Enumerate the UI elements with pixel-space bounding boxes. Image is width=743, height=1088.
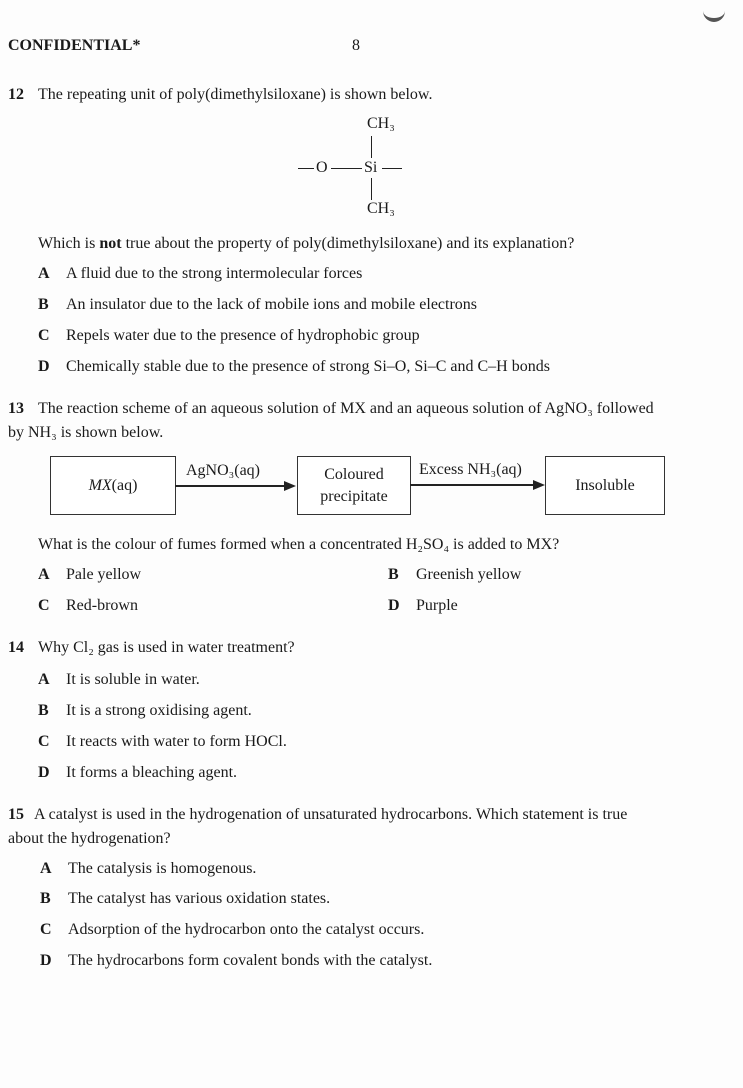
q14-option-c[interactable]: C It reacts with water to form HOCl. bbox=[38, 733, 287, 750]
q14-stem: Why Cl₂ gas is used in water treatment? bbox=[38, 639, 295, 656]
box-mx: MX(aq) bbox=[50, 456, 176, 515]
q12-option-b[interactable]: B An insulator due to the lack of mobile ions and mobile electrons bbox=[38, 296, 478, 313]
q12-stem: The repeating unit of poly(dimethylsiloxane) is shown below. bbox=[38, 86, 433, 103]
q13-stem-line1: The reaction scheme of an aqueous solution of MX and an aqueous solution of AgNO₃ followed bbox=[38, 400, 654, 417]
arrow1-head bbox=[284, 481, 296, 491]
q13-stem-line2: by NH₃ is shown below. bbox=[8, 424, 164, 441]
q12-option-c[interactable]: C Repels water due to the presence of hydrophobic group bbox=[38, 327, 420, 344]
silicon-atom: Si bbox=[364, 159, 378, 176]
q14-option-b[interactable]: B It is a strong oxidising agent. bbox=[38, 702, 252, 719]
q15-stem-line2: about the hydrogenation? bbox=[8, 830, 171, 847]
q15-option-d[interactable]: D The hydrocarbons form covalent bonds with the catalyst. bbox=[40, 952, 433, 969]
page-number: 8 bbox=[352, 37, 360, 54]
q13-option-d[interactable]: D Purple bbox=[388, 597, 458, 614]
methyl-top: CH₃ bbox=[367, 115, 395, 132]
arrow2-head bbox=[533, 480, 545, 490]
q14-option-a[interactable]: A It is soluble in water. bbox=[38, 671, 200, 688]
q13-option-c[interactable]: C Red-brown bbox=[38, 597, 138, 614]
page-curl-mark bbox=[703, 2, 725, 22]
box-insoluble: Insoluble bbox=[545, 456, 665, 515]
oxygen-atom: O bbox=[316, 159, 328, 176]
q15-option-a[interactable]: A The catalysis is homogenous. bbox=[40, 860, 257, 877]
q13-question: What is the colour of fumes formed when a concentrated H₂SO₄ is added to MX? bbox=[38, 536, 560, 553]
q13-number: 13 bbox=[8, 400, 24, 417]
q12-option-d[interactable]: D Chemically stable due to the presence of strong Si–O, Si–C and C–H bonds bbox=[38, 358, 550, 375]
q12-question: Which is not true about the property of poly(dimethylsiloxane) and its explanation? bbox=[38, 235, 575, 252]
q14-number: 14 bbox=[8, 639, 24, 656]
q15-option-b[interactable]: B The catalyst has various oxidation states. bbox=[40, 890, 331, 907]
q12-option-a[interactable]: A A fluid due to the strong intermolecular forces bbox=[38, 265, 363, 282]
arrow2-label: Excess NH₃(aq) bbox=[419, 461, 522, 478]
q12-number: 12 bbox=[8, 86, 24, 103]
q14-option-d[interactable]: D It forms a bleaching agent. bbox=[38, 764, 238, 781]
q15-stem-line1: A catalyst is used in the hydrogenation of unsaturated hydrocarbons. Which statement is true bbox=[34, 806, 628, 823]
q15-option-c[interactable]: C Adsorption of the hydrocarbon onto the catalyst occurs. bbox=[40, 921, 425, 938]
box-precipitate: Coloured precipitate bbox=[297, 456, 411, 515]
methyl-bottom: CH₃ bbox=[367, 200, 395, 217]
q13-option-b[interactable]: B Greenish yellow bbox=[388, 566, 522, 583]
arrow1-label: AgNO₃(aq) bbox=[186, 462, 260, 479]
q15-number: 15 bbox=[8, 806, 24, 823]
header-title: CONFIDENTIAL* bbox=[8, 37, 141, 54]
q13-option-a[interactable]: A Pale yellow bbox=[38, 566, 142, 583]
